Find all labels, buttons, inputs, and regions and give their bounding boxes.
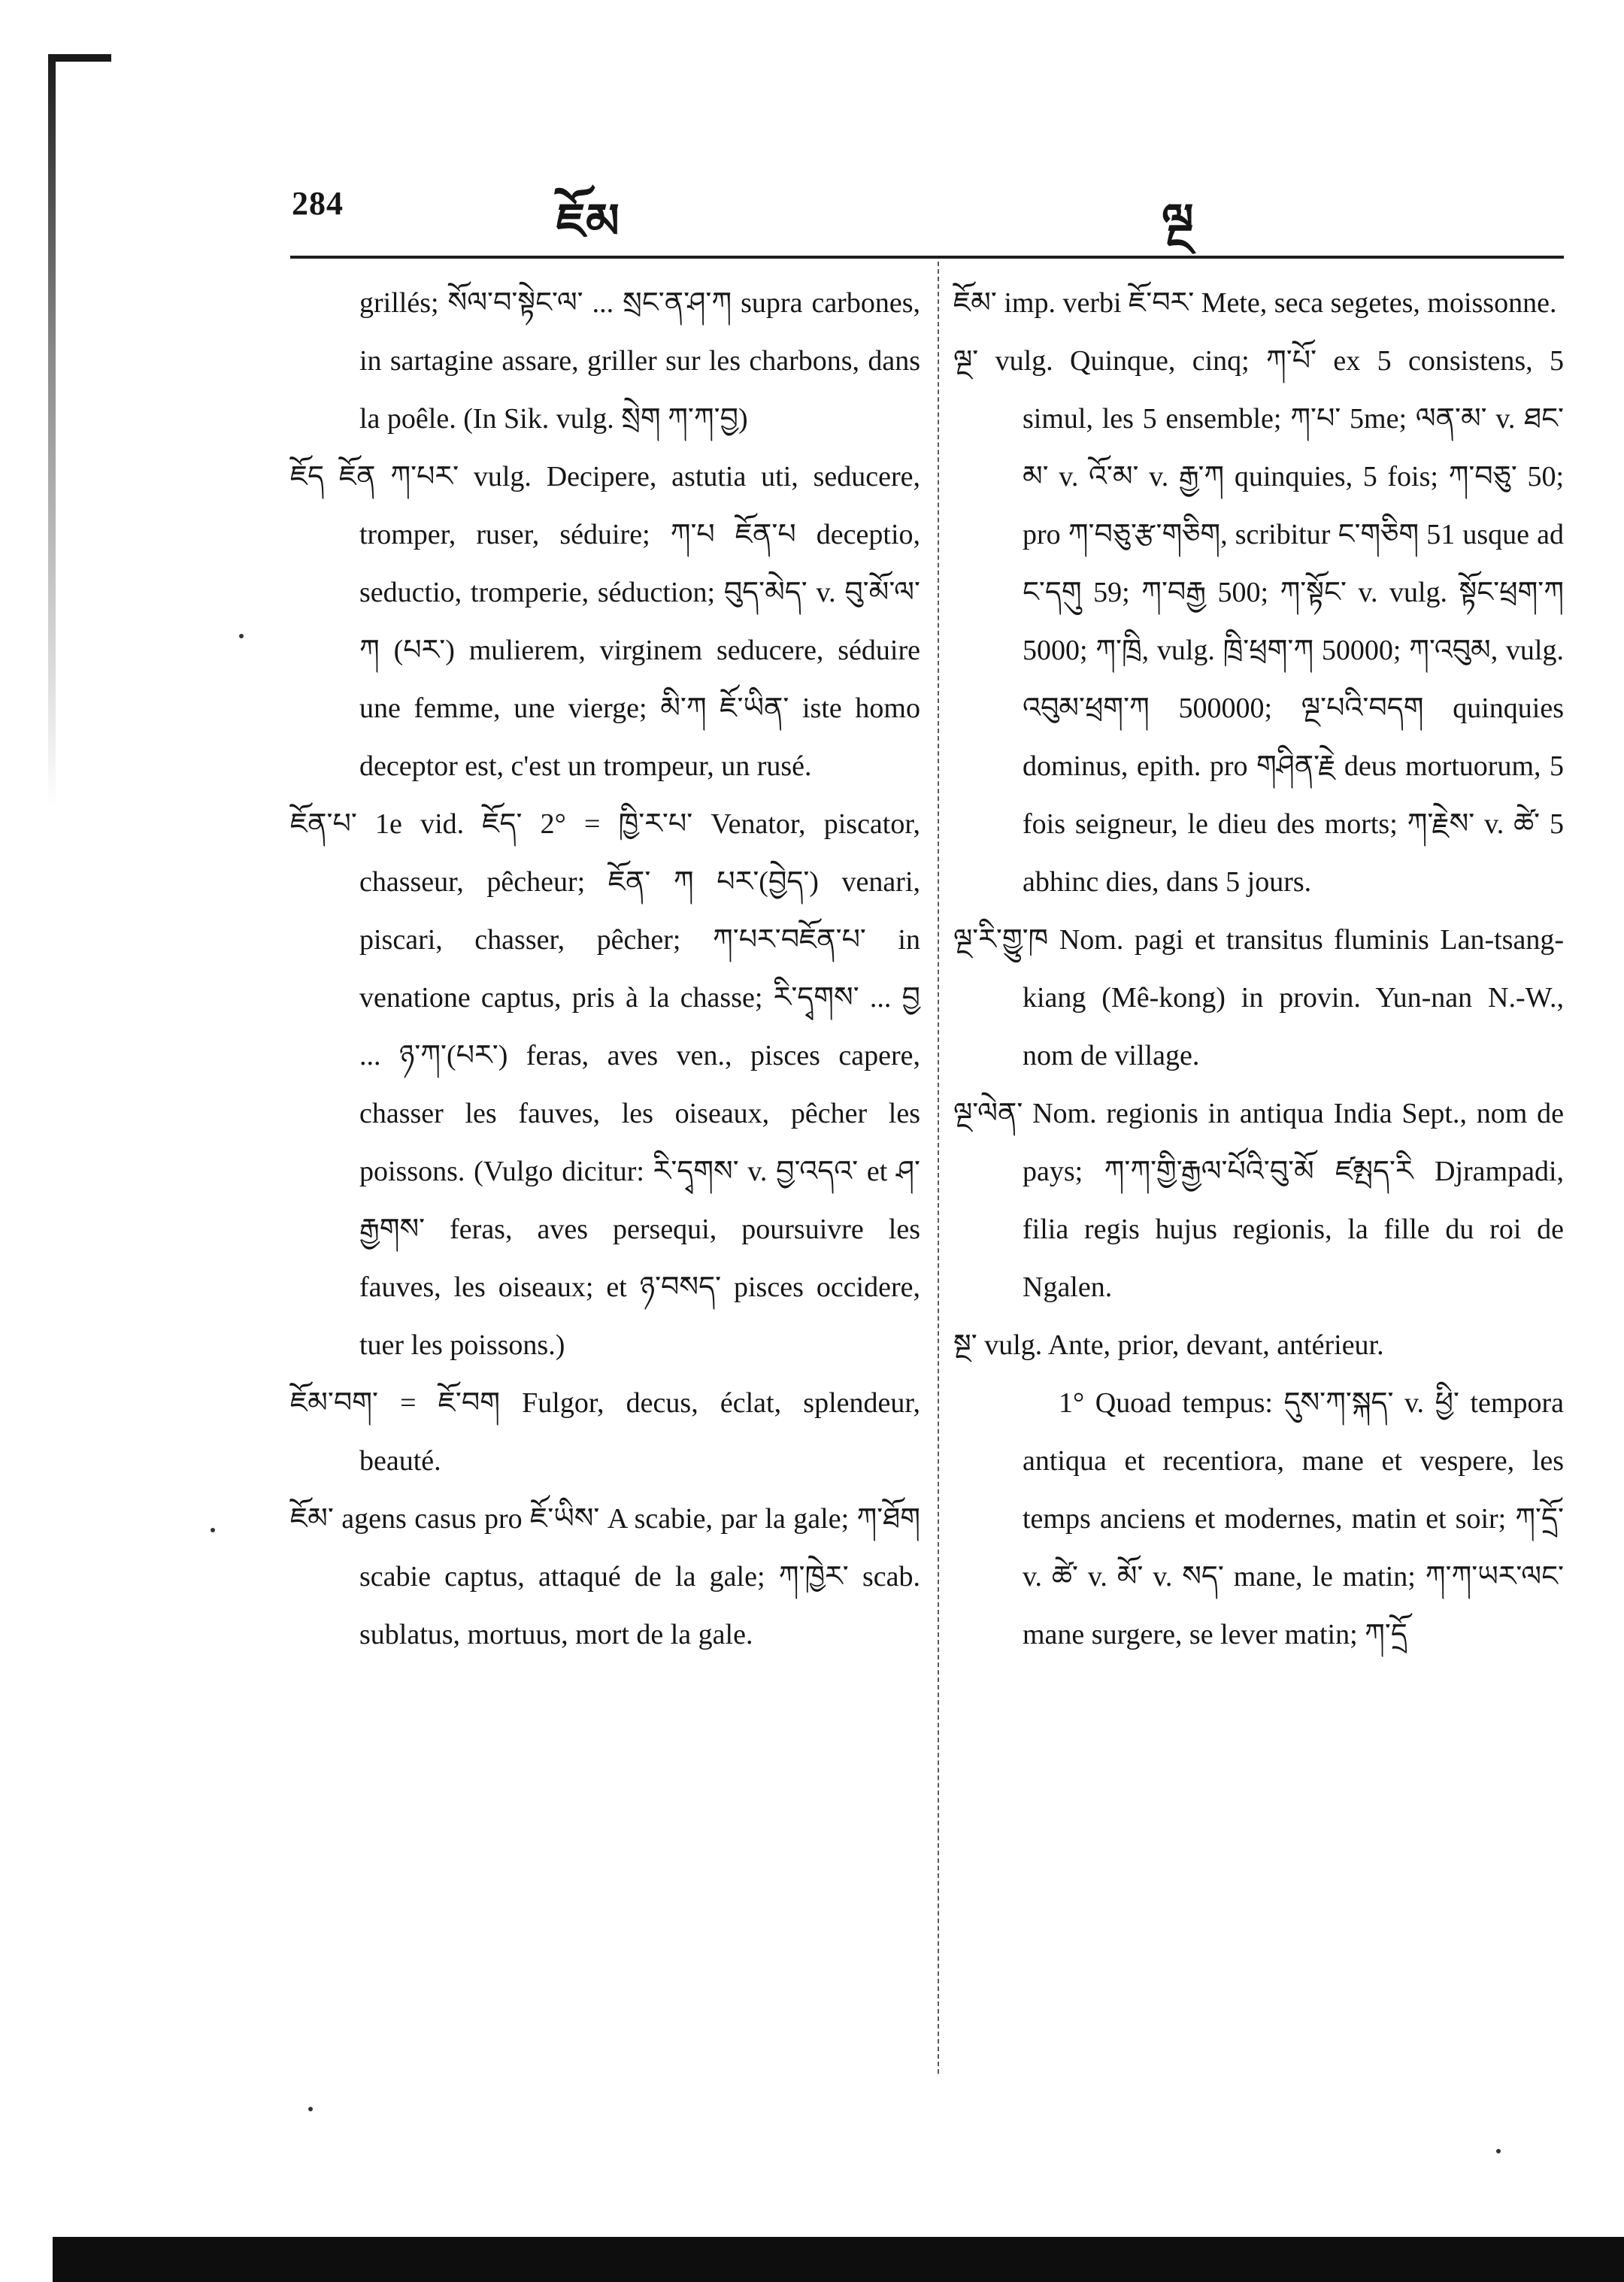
- dictionary-entry: ཇོམ་ agens casus pro ཇོ་ཡིས་ A scabie, par la gale; ཀ་ཐོག scabie captus, attaqué de la gale; ཀ་ཁྱེར་ scab. sublatus, mortuus, mort de la gale.: [290, 1503, 920, 1650]
- scan-corner-mark: [48, 54, 111, 62]
- scan-speck: [239, 634, 244, 638]
- running-head-right: ལྔ: [1162, 194, 1194, 250]
- scan-speck: [211, 1528, 215, 1532]
- dictionary-entry: ལྔ་ vulg. Quinque, cinq; ཀ་པོ་ ex 5 consistens, 5 simul, les 5 ensemble; ཀ་པ་ 5me; ལན་མ་ v. ཐང་མ་ v. འོ་མ་ v. རྒྱ་ཀ quinquies, 5 fois; ཀ་བཅུ་ 50; pro ཀ་བཅུ་རྩ་གཅིག, scribitur ང་གཅིག 51 usque ad ང་དགུ 59; ཀ་བརྒྱ 500; ཀ་སྟོང་ v. vulg. སྟོང་ཕྲག་ཀ 5000; ཀ་ཁྲི, vulg. ཁྲི་ཕྲག་ཀ 50000; ཀ་འབུམ, vulg. འབུམ་ཕྲག་ཀ 500000; ལྔ་པའི་བདག quinquies dominus, epith. pro གཤིན་རྗེ deus mortuorum, 5 fois seigneur, le dieu des morts; ཀ་རྗེས་ v. ཚེ་ 5 abhinc dies, dans 5 jours.: [953, 345, 1564, 898]
- scan-speck: [308, 2107, 313, 2111]
- page-number: 284: [292, 185, 344, 222]
- dictionary-entry: ཇོད ཇོན ཀ་པར་ vulg. Decipere, astutia uti, seducere, tromper, ruser, séduire; ཀ་པ ཇོན་པ deceptio, seductio, tromperie, séduction; བུད་མེད་ v. བུ་མོ་ལ་ཀ (པར་) mulierem, virginem seducere, séduire une femme, une vierge; མི་ཀ ཇོ་ཡིན་ iste homo deceptor est, c'est un trompeur, un rusé.: [290, 461, 920, 782]
- dictionary-entry: ཇོམ་བག་ = ཇོ་བག Fulgor, decus, éclat, splendeur, beauté.: [290, 1387, 920, 1477]
- right-column: [953, 274, 1564, 1664]
- dictionary-entry: སྔ་ vulg. Ante, prior, devant, antérieur.: [953, 1329, 1384, 1361]
- dictionary-entry: grillés; སོལ་བ་སྟེང་ལ་ ... སྲང་ན་ཤ་ཀ supra carbones, in sartagine assare, griller sur les charbons, dans la poêle. (In Sik. vulg. སྲེག ཀ་ཀ་བྱ): [359, 287, 920, 435]
- column-divider: [938, 262, 939, 2074]
- scan-speck: [1496, 2149, 1501, 2153]
- running-head-left: ཇོམ: [556, 194, 620, 250]
- scan-bottom-bar: [53, 2237, 1624, 2282]
- dictionary-entry: ཇོམ་ imp. verbi ཇོ་བར་ Mete, seca segetes, moissonne.: [953, 287, 1557, 319]
- dictionary-entry: ལྔ་ལེན་ Nom. regionis in antiqua India Sept., nom de pays; ཀ་ཀ་གྱི་རྒྱལ་པོའི་བུ་མོ ཛམྤད་རི Djrampadi, filia regis hujus regionis, la fille du roi de Ngalen.: [953, 1098, 1564, 1303]
- dictionary-entry: ལྔ་རི་གྱུ་ཁ Nom. pagi et transitus fluminis Lan-tsang-kiang (Mê-kong) in provin. Yun-nan N.-W., nom de village.: [953, 924, 1564, 1071]
- page-header: [0, 162, 1624, 252]
- dictionary-entry: ཇོན་པ་ 1e vid. ཇོད་ 2° = ཁྱི་ར་པ་ Venator, piscator, chasseur, pêcheur; ཇོན་ ཀ པར་(བྱེད་) venari, piscari, chasser, pêcher; ཀ་པར་བཇོན་པ་ in venatione captus, pris à la chasse; རི་དྭགས་ ... བྱ ... ཉ་ཀ་(པར་) feras, aves ven., pisces capere, chasser les fauves, les oiseaux, pêcher les poissons. (Vulgo dicitur: རི་དྭགས་ v. བྱ་འདའ་ et ཤ་རྒྱགས་ feras, aves persequi, poursuivre les fauves, les oiseaux; et ཉ་བསད་ pisces occidere, tuer les poissons.): [290, 808, 920, 1361]
- header-rule: [290, 256, 1564, 259]
- dictionary-subentry: 1° Quoad tempus: དུས་ཀ་སྐད་ v. ཕྱི་ tempora antiqua et recentiora, mane et vespere, les temps anciens et modernes, matin et soir; ཀ་དྲོ་ v. ཚེ་ v. མོ་ v. སད་ mane, le matin; ཀ་ཀ་ཡར་ལང་ mane surgere, se lever matin; ཀ་དྲོ: [1023, 1387, 1564, 1650]
- left-column: [290, 274, 920, 1664]
